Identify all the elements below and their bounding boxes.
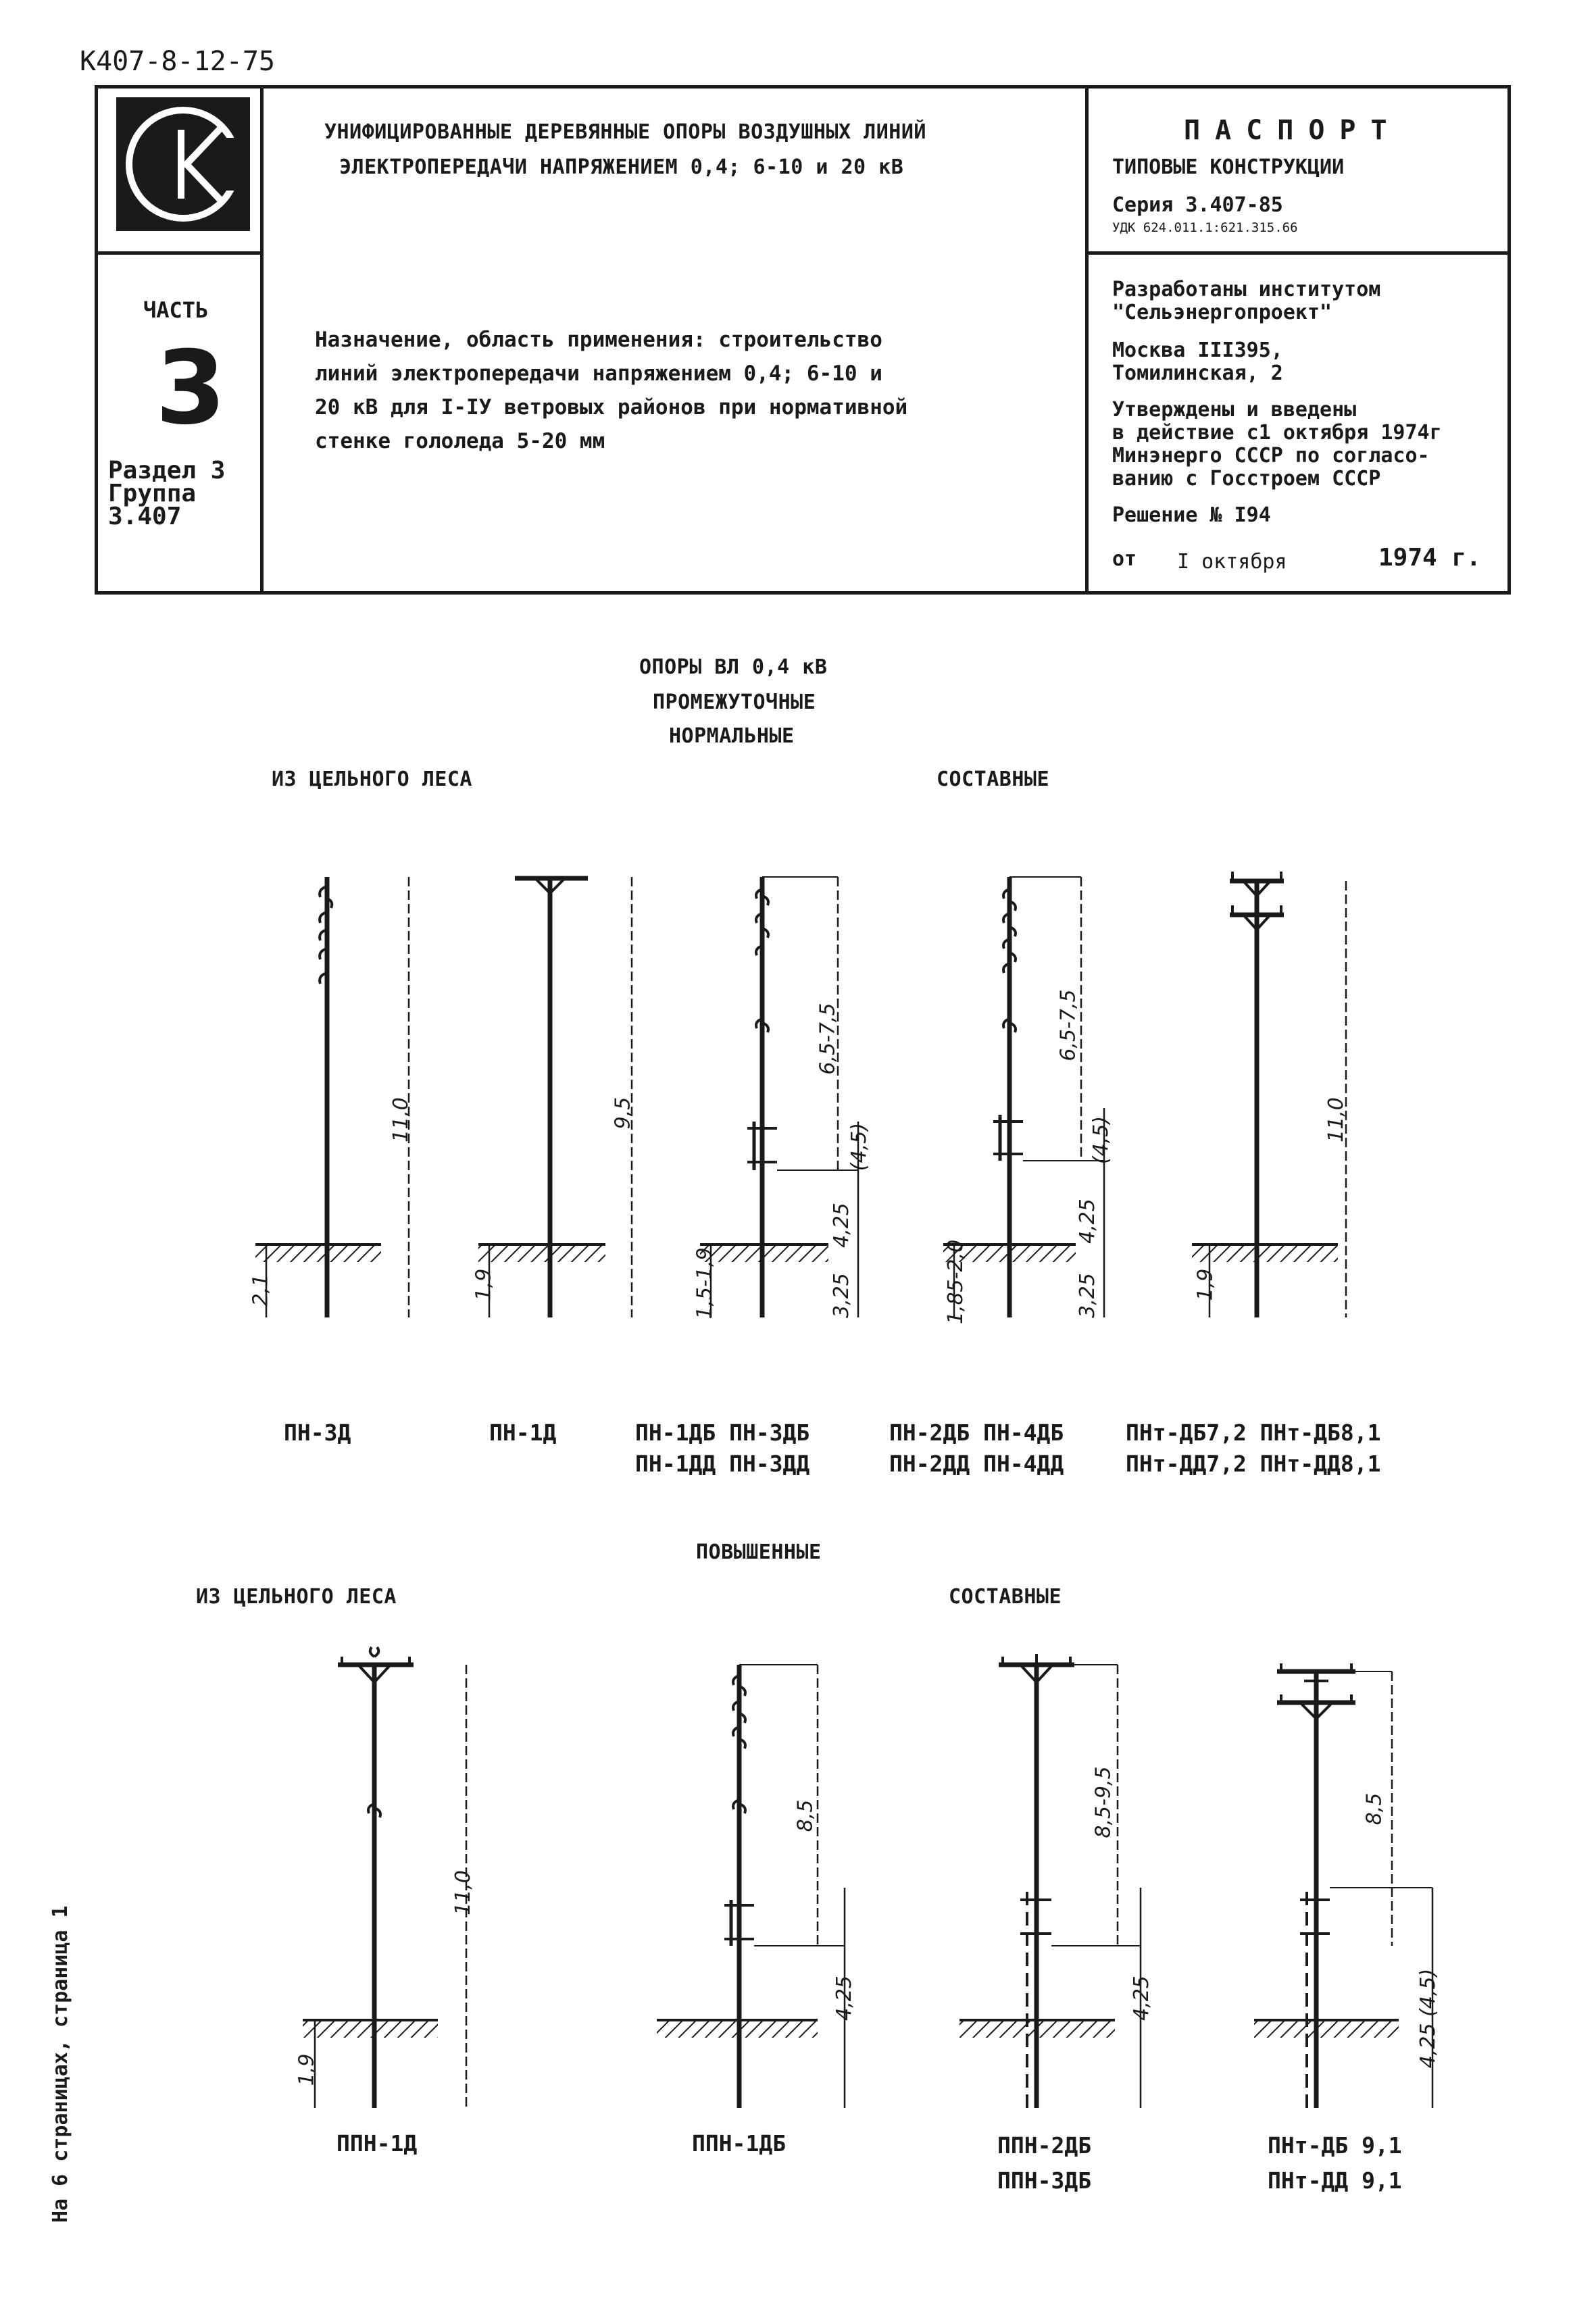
part-number: 3 [155, 330, 226, 447]
group-title-composite: СОСТАВНЫЕ [937, 768, 1050, 791]
group-label: Группа [108, 480, 197, 507]
section-number: Раздел 3 [108, 457, 226, 484]
dim-label: 8,5 [793, 1799, 818, 1832]
pole-caption: ПНт-ДД 9,1 [1268, 2167, 1402, 2194]
pole-caption-group [997, 2128, 1091, 2198]
pole-caption: ПНт-ДБ 9,1 [1268, 2132, 1402, 2159]
pole-pn-1db [700, 877, 858, 1317]
pole-ppn-1d [303, 1647, 466, 2108]
dim-label: 4,25 [1075, 1199, 1099, 1244]
pole-caption: ПН-1ДД ПН-3ДД [635, 1451, 810, 1477]
dim-label: 4,25 [829, 1203, 853, 1248]
dev-line: "Сельэнергопроект" [1112, 301, 1332, 324]
dim-label: 8,5 [1362, 1792, 1387, 1826]
pole-caption: ППН-2ДБ [997, 2132, 1092, 2159]
section-title: ОПОРЫ ВЛ 0,4 кВ [639, 655, 828, 679]
part-label: ЧАСТЬ [143, 297, 209, 323]
decision-date: I октября [1177, 550, 1287, 574]
dim-label: 1,9 [295, 2053, 319, 2086]
dim-label: 4,25 [832, 1976, 856, 2021]
dev-line: Разработаны институтом [1112, 278, 1381, 301]
group-number: 3.407 [108, 503, 182, 530]
dim-label: 3,25 [1075, 1273, 1099, 1318]
dim-label: 8,5-9,5 [1091, 1766, 1116, 1838]
pasport-title: ПАСПОРТ [1184, 115, 1402, 146]
dim-label: 9,5 [611, 1097, 635, 1130]
pole-caption: ПН-2ДБ ПН-4ДБ [889, 1419, 1064, 1446]
pole-caption-group [1126, 1417, 1381, 1480]
dev-line: Утверждены и введены [1112, 398, 1357, 422]
pole-caption-group [889, 1417, 1064, 1480]
group-title-solid: ИЗ ЦЕЛЬНОГО ЛЕСА [196, 1585, 397, 1609]
typical-designs: ТИПОВЫЕ КОНСТРУКЦИИ [1112, 155, 1345, 179]
pole-caption: ПН-1ДБ ПН-3ДБ [635, 1419, 810, 1446]
page-count-note: На 6 страницах, страница 1 [49, 1905, 72, 2223]
dim-label: 4,25 [1129, 1976, 1153, 2021]
section-subtitle: НОРМАЛЬНЫЕ [669, 724, 795, 748]
pole-ppn-2db [959, 1654, 1141, 2108]
title-line: ЭЛЕКТРОПЕРЕДАЧИ НАПРЯЖЕНИЕМ 0,4; 6-10 и 20 кВ [339, 155, 904, 179]
dev-line: Томилинская, 2 [1112, 361, 1283, 385]
pole-caption: ПНт-ДБ7,2 ПНт-ДБ8,1 [1126, 1419, 1381, 1446]
dim-label: 1,9 [1193, 1268, 1218, 1301]
dim-label: 11,0 [1324, 1097, 1348, 1142]
dim-label: 3,25 [829, 1273, 853, 1318]
dim-label: 1,9 [472, 1268, 496, 1301]
pole-caption: ППН-3ДБ [997, 2167, 1092, 2194]
document-code: К407-8-12-75 [80, 46, 275, 77]
purpose-line: Назначение, область применения: строительство [315, 328, 882, 352]
purpose-line: 20 кВ для I-IУ ветровых районов при нормативной [315, 395, 908, 420]
dim-label: 11,0 [451, 1870, 475, 1915]
dev-line: в действие с1 октября 1974г [1112, 421, 1442, 445]
pole-pnt-db-9 [1254, 1663, 1432, 2108]
pole-caption: ПН-1Д [489, 1419, 557, 1446]
dim-label: 6,5-7,5 [816, 1003, 840, 1075]
dim-label: 6,5-7,5 [1056, 989, 1080, 1061]
dim-label: 1,85-2,0 [944, 1239, 968, 1325]
dim-label: 11,0 [389, 1097, 413, 1142]
dev-line: Решение № I94 [1112, 503, 1271, 527]
dim-label: 2,1 [249, 1274, 273, 1307]
dim-label: 1,5-1,9 [693, 1247, 717, 1319]
purpose-line: стенке гололеда 5-20 мм [315, 429, 605, 453]
dim-label: (4,5) [847, 1122, 872, 1172]
pole-caption: ППН-1Д [336, 2130, 418, 2157]
dim-label: (4,5) [1089, 1115, 1114, 1165]
pole-caption-group [635, 1417, 809, 1480]
pole-pnt-db [1192, 872, 1346, 1317]
pole-caption: ПН-2ДД ПН-4ДД [889, 1451, 1064, 1477]
group-title-solid: ИЗ ЦЕЛЬНОГО ЛЕСА [272, 768, 472, 791]
section-subtitle: ПРОМЕЖУТОЧНЫЕ [653, 690, 816, 714]
pole-pn-1d [478, 877, 635, 1317]
pole-ppn-1db [657, 1665, 845, 2108]
purpose-line: линий электропередачи напряжением 0,4; 6-10 и [315, 361, 882, 386]
group-title-composite: СОСТАВНЫЕ [949, 1585, 1062, 1609]
udk: УДК 624.011.1:621.315.66 [1112, 220, 1298, 235]
pole-caption-group [1268, 2128, 1402, 2198]
series: Серия 3.407-85 [1112, 193, 1283, 217]
pole-caption: ПНт-ДД7,2 ПНт-ДД8,1 [1126, 1451, 1381, 1477]
title-line: УНИФИЦИРОВАННЫЕ ДЕРЕВЯННЫЕ ОПОРЫ ВОЗДУШНЫХ ЛИНИЙ [324, 120, 926, 144]
dim-label: 4,25 (4,5) [1416, 1968, 1441, 2069]
pole-pn-3d [255, 877, 409, 1317]
pole-caption: ППН-1ДБ [692, 2130, 787, 2157]
section-title-raised: ПОВЫШЕННЫЕ [696, 1540, 822, 1564]
dev-line: Минэнерго СССР по согласо- [1112, 444, 1430, 468]
dev-line: ванию с Госстроем СССР [1112, 467, 1381, 491]
pole-caption: ПН-3Д [284, 1419, 351, 1446]
decision-from: от [1112, 547, 1137, 571]
decision-year: 1974 г. [1378, 544, 1481, 572]
dev-line: Москва III395, [1112, 338, 1283, 362]
